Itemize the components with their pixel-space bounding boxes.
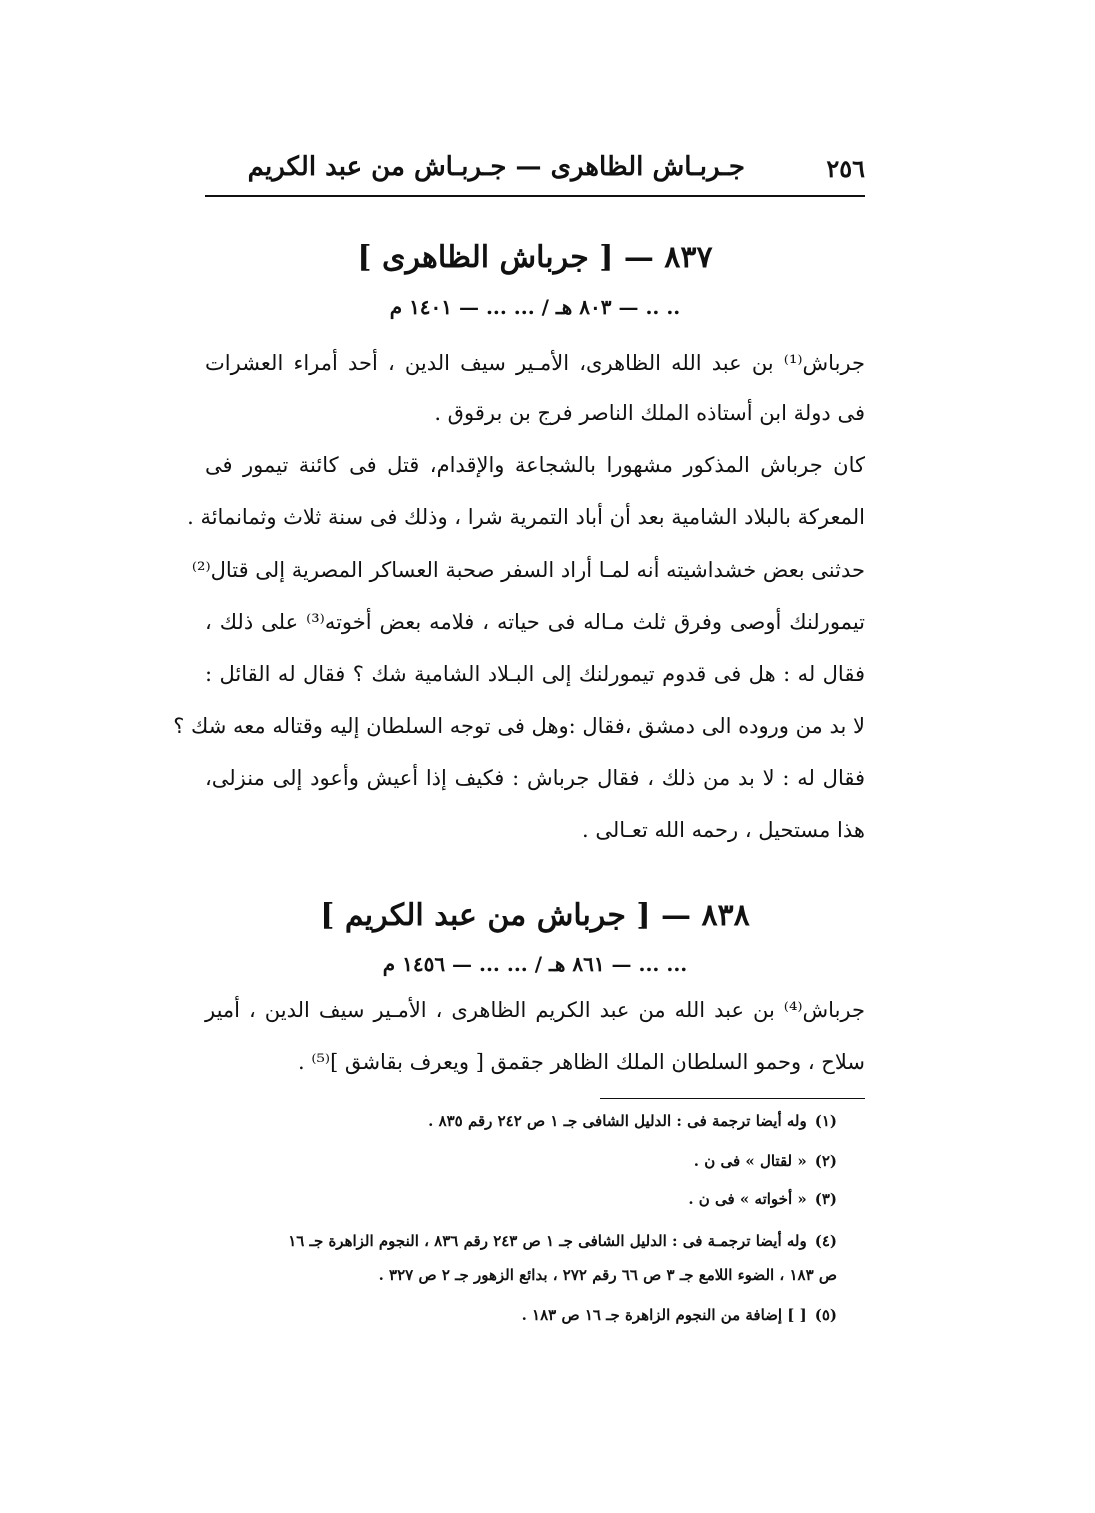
- page-header: [205, 150, 865, 190]
- footnote-text: وله أيضا ترجمـة فى : الدليل الشافى جـ ١ ص ٢٤٣ رقم ٨٣٦ ، النجوم الزاهرة جـ ١٦: [288, 1232, 807, 1250]
- footnote-marker: (٣): [814, 1190, 837, 1208]
- entry-dates: .. .. — ٨٠٣ هـ / ... ... — ١٤٠١ م: [389, 295, 681, 319]
- footnote-text: « لقتال » فى ن .: [693, 1152, 807, 1170]
- footnote-text: « أخواته » فى ن .: [688, 1190, 807, 1208]
- footnote-marker: (٥): [814, 1306, 837, 1324]
- paragraph: [205, 1000, 865, 1082]
- running-title: جـربـاش الظاهرى — جـربـاش من عبد الكريم: [247, 152, 745, 182]
- page-number: ٢٥٦: [826, 154, 865, 183]
- text-line: جرباش⁽¹⁾ بن عبد الله الظاهرى، الأمـير سيف الدين ، أحد أمراء العشرات: [205, 351, 865, 375]
- text-line: المعركة بالبلاد الشامية بعد أن أباد التمرية شرا ، وذلك فى سنة ثلاث وثمانمائة .: [187, 505, 865, 529]
- paragraph: [187, 453, 865, 537]
- footnote: [694, 1152, 837, 1170]
- text-line: جرباش⁽⁴⁾ بن عبد الله من عبد الكريم الظاهرى ، الأمـير سيف الدين ، أمير: [205, 998, 865, 1022]
- paragraph: [173, 558, 865, 850]
- entry-title: ٨٣٨ — [ جرباش من عبد الكريم ]: [320, 898, 750, 933]
- footnote-text: ص ١٨٣ ، الضوء اللامع جـ ٣ ص ٦٦ رقم ٢٧٢ ، بدائع الزهور جـ ٢ ص ٣٢٧ .: [378, 1266, 837, 1284]
- entry-dates: ... ... — ٨٦١ هـ / ... ... — ١٤٥٦ م: [382, 952, 688, 976]
- footnote-marker: (٢): [814, 1152, 837, 1170]
- text-line: فقال له : هل فى قدوم تيمورلنك إلى البـلاد الشامية شك ؟ فقال له القائل :: [205, 662, 865, 686]
- footnote-text: [ ] إضافة من النجوم الزاهرة جـ ١٦ ص ١٨٣ .: [521, 1306, 807, 1324]
- text-line: هذا مستحيل ، رحمه الله تعـالى .: [582, 818, 865, 842]
- footnote: [428, 1112, 837, 1130]
- footnote-rule: [600, 1098, 865, 1099]
- paragraph: [205, 353, 865, 433]
- header-rule: [205, 195, 865, 197]
- text-line: حدثنى بعض خشداشيته أنه لمـا أراد السفر صحبة العساكر المصرية إلى قتال⁽²⁾: [191, 558, 865, 582]
- text-line: تيمورلنك أوصى وفرق ثلث مـاله فى حياته ، فلامه بعض أخوته⁽³⁾ على ذلك ،: [205, 610, 865, 634]
- text-line: كان جرباش المذكور مشهورا بالشجاعة والإقدام، قتل فى كائنة تيمور فى: [205, 453, 865, 477]
- footnote: [688, 1190, 837, 1208]
- footnote: [288, 1232, 837, 1250]
- text-line: سلاح ، وحمو السلطان الملك الظاهر جقمق [ ويعرف بقاشق ]⁽⁵⁾ .: [297, 1050, 865, 1074]
- text-line: فى دولة ابن أستاذه الملك الناصر فرج بن برقوق .: [434, 401, 865, 425]
- footnote-marker: (٤): [814, 1232, 837, 1250]
- text-line: لا بد من وروده الى دمشق ،فقال :وهل فى توجه السلطان إليه وقتاله معه شك ؟: [173, 714, 865, 738]
- footnote-text: وله أيضا ترجمة فى : الدليل الشافى جـ ١ ص ٢٤٢ رقم ٨٣٥ .: [428, 1112, 807, 1130]
- footnote: [522, 1306, 837, 1324]
- footnote-marker: (١): [814, 1112, 837, 1130]
- entry-title: ٨٣٧ — [ جرباش الظاهرى ]: [357, 240, 713, 275]
- text-line: فقال له : لا بد من ذلك ، فقال جرباش : فكيف إذا أعيش وأعود إلى منزلى،: [205, 766, 865, 790]
- footnote: [379, 1266, 837, 1284]
